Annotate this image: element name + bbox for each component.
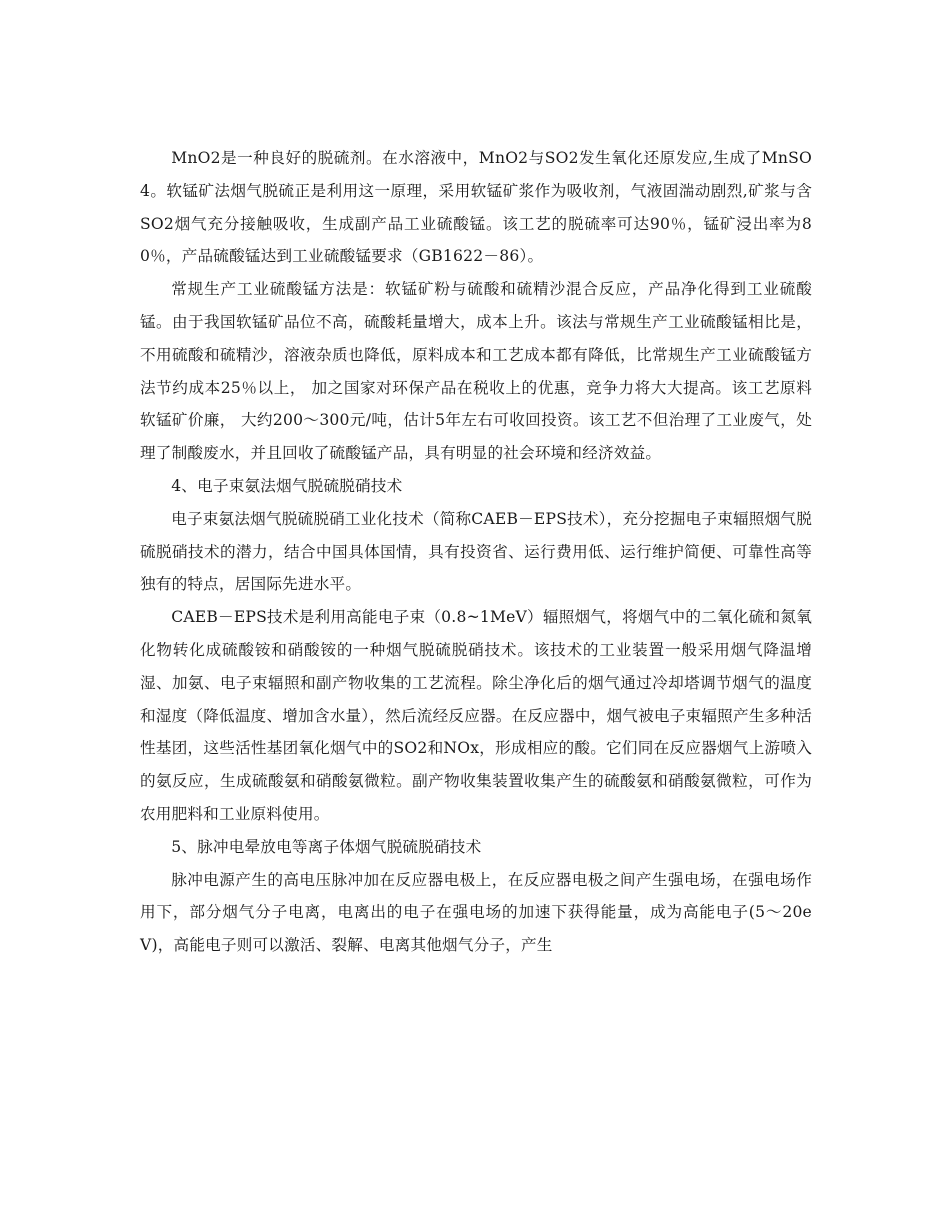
paragraph-manganese-sulfate-comparison: 常规生产工业硫酸锰方法是：软锰矿粉与硫酸和硫精沙混合反应，产品净化得到工业硫酸锰。由于我国软锰矿品位不高，硫酸耗量增大，成本上升。该法与常规生产工业硫酸锰相比是，不用硫酸和硫精沙，溶液杂质也降低，原料成本和工艺成本都有降低，比常规生产工业硫酸锰方法节约成本25％以上， 加之国家对环保产品在税收上的优惠，竞争力将大大提高。该工艺原料软锰矿价廉， 大约200～300元/吨，估计5年左右可收回投资。该工艺不但治理了工业废气，处理了制酸废水，并且回收了硫酸锰产品，具有明显的社会环境和经济效益。 xyxy=(140,280,812,463)
paragraph-mno2-desulfurization: MnO2是一种良好的脱硫剂。在水溶液中，MnO2与SO2发生氧化还原发应,生成了MnSO4。软锰矿法烟气脱硫正是利用这一原理，采用软锰矿浆作为吸收剂，气液固湍动剧烈,矿浆与含SO2烟气充分接触吸收，生成副产品工业硫酸锰。该工艺的脱硫率可达90％，锰矿浸出率为80％，产品硫酸锰达到工业硫酸锰要求（GB1622－86）。 xyxy=(140,149,812,266)
document-body xyxy=(140,142,812,962)
paragraph-caeb-eps-process: CAEB－EPS技术是利用高能电子束（0.8~1MeV）辐照烟气，将烟气中的二氧化硫和氮氧化物转化成硫酸铵和硝酸铵的一种烟气脱硫脱硝技术。该技术的工业装置一般采用烟气降温增湿、加氨、电子束辐照和副产物收集的工艺流程。除尘净化后的烟气通过冷却塔调节烟气的温度和湿度（降低温度、增加含水量），然后流经反应器。在反应器中，烟气被电子束辐照产生多种活性基团，这些活性基团氧化烟气中的SO2和NOx，形成相应的酸。它们同在反应器烟气上游喷入的氨反应，生成硫酸氨和硝酸氨微粒。副产物收集装置收集产生的硫酸氨和硝酸氨微粒，可作为农用肥料和工业原料使用。 xyxy=(140,608,812,823)
paragraph-pulse-corona: 脉冲电源产生的高电压脉冲加在反应器电极上，在反应器电极之间产生强电场，在强电场作用下，部分烟气分子电离，电离出的电子在强电场的加速下获得能量，成为高能电子(5～20eV)，高能电子则可以激活、裂解、电离其他烟气分子，产生 xyxy=(140,870,812,955)
section-heading-pulse-corona: 5、脉冲电晕放电等离子体烟气脱硫脱硝技术 xyxy=(171,837,482,856)
section-heading-electron-beam: 4、电子束氨法烟气脱硫脱硝技术 xyxy=(171,476,403,495)
paragraph-caeb-eps-intro: 电子束氨法烟气脱硫脱硝工业化技术（简称CAEB－EPS技术），充分挖掘电子束辐照烟气脱硫脱硝技术的潜力，结合中国具体国情，具有投资省、运行费用低、运行维护简便、可靠性高等独有的特点，居国际先进水平。 xyxy=(140,509,812,594)
